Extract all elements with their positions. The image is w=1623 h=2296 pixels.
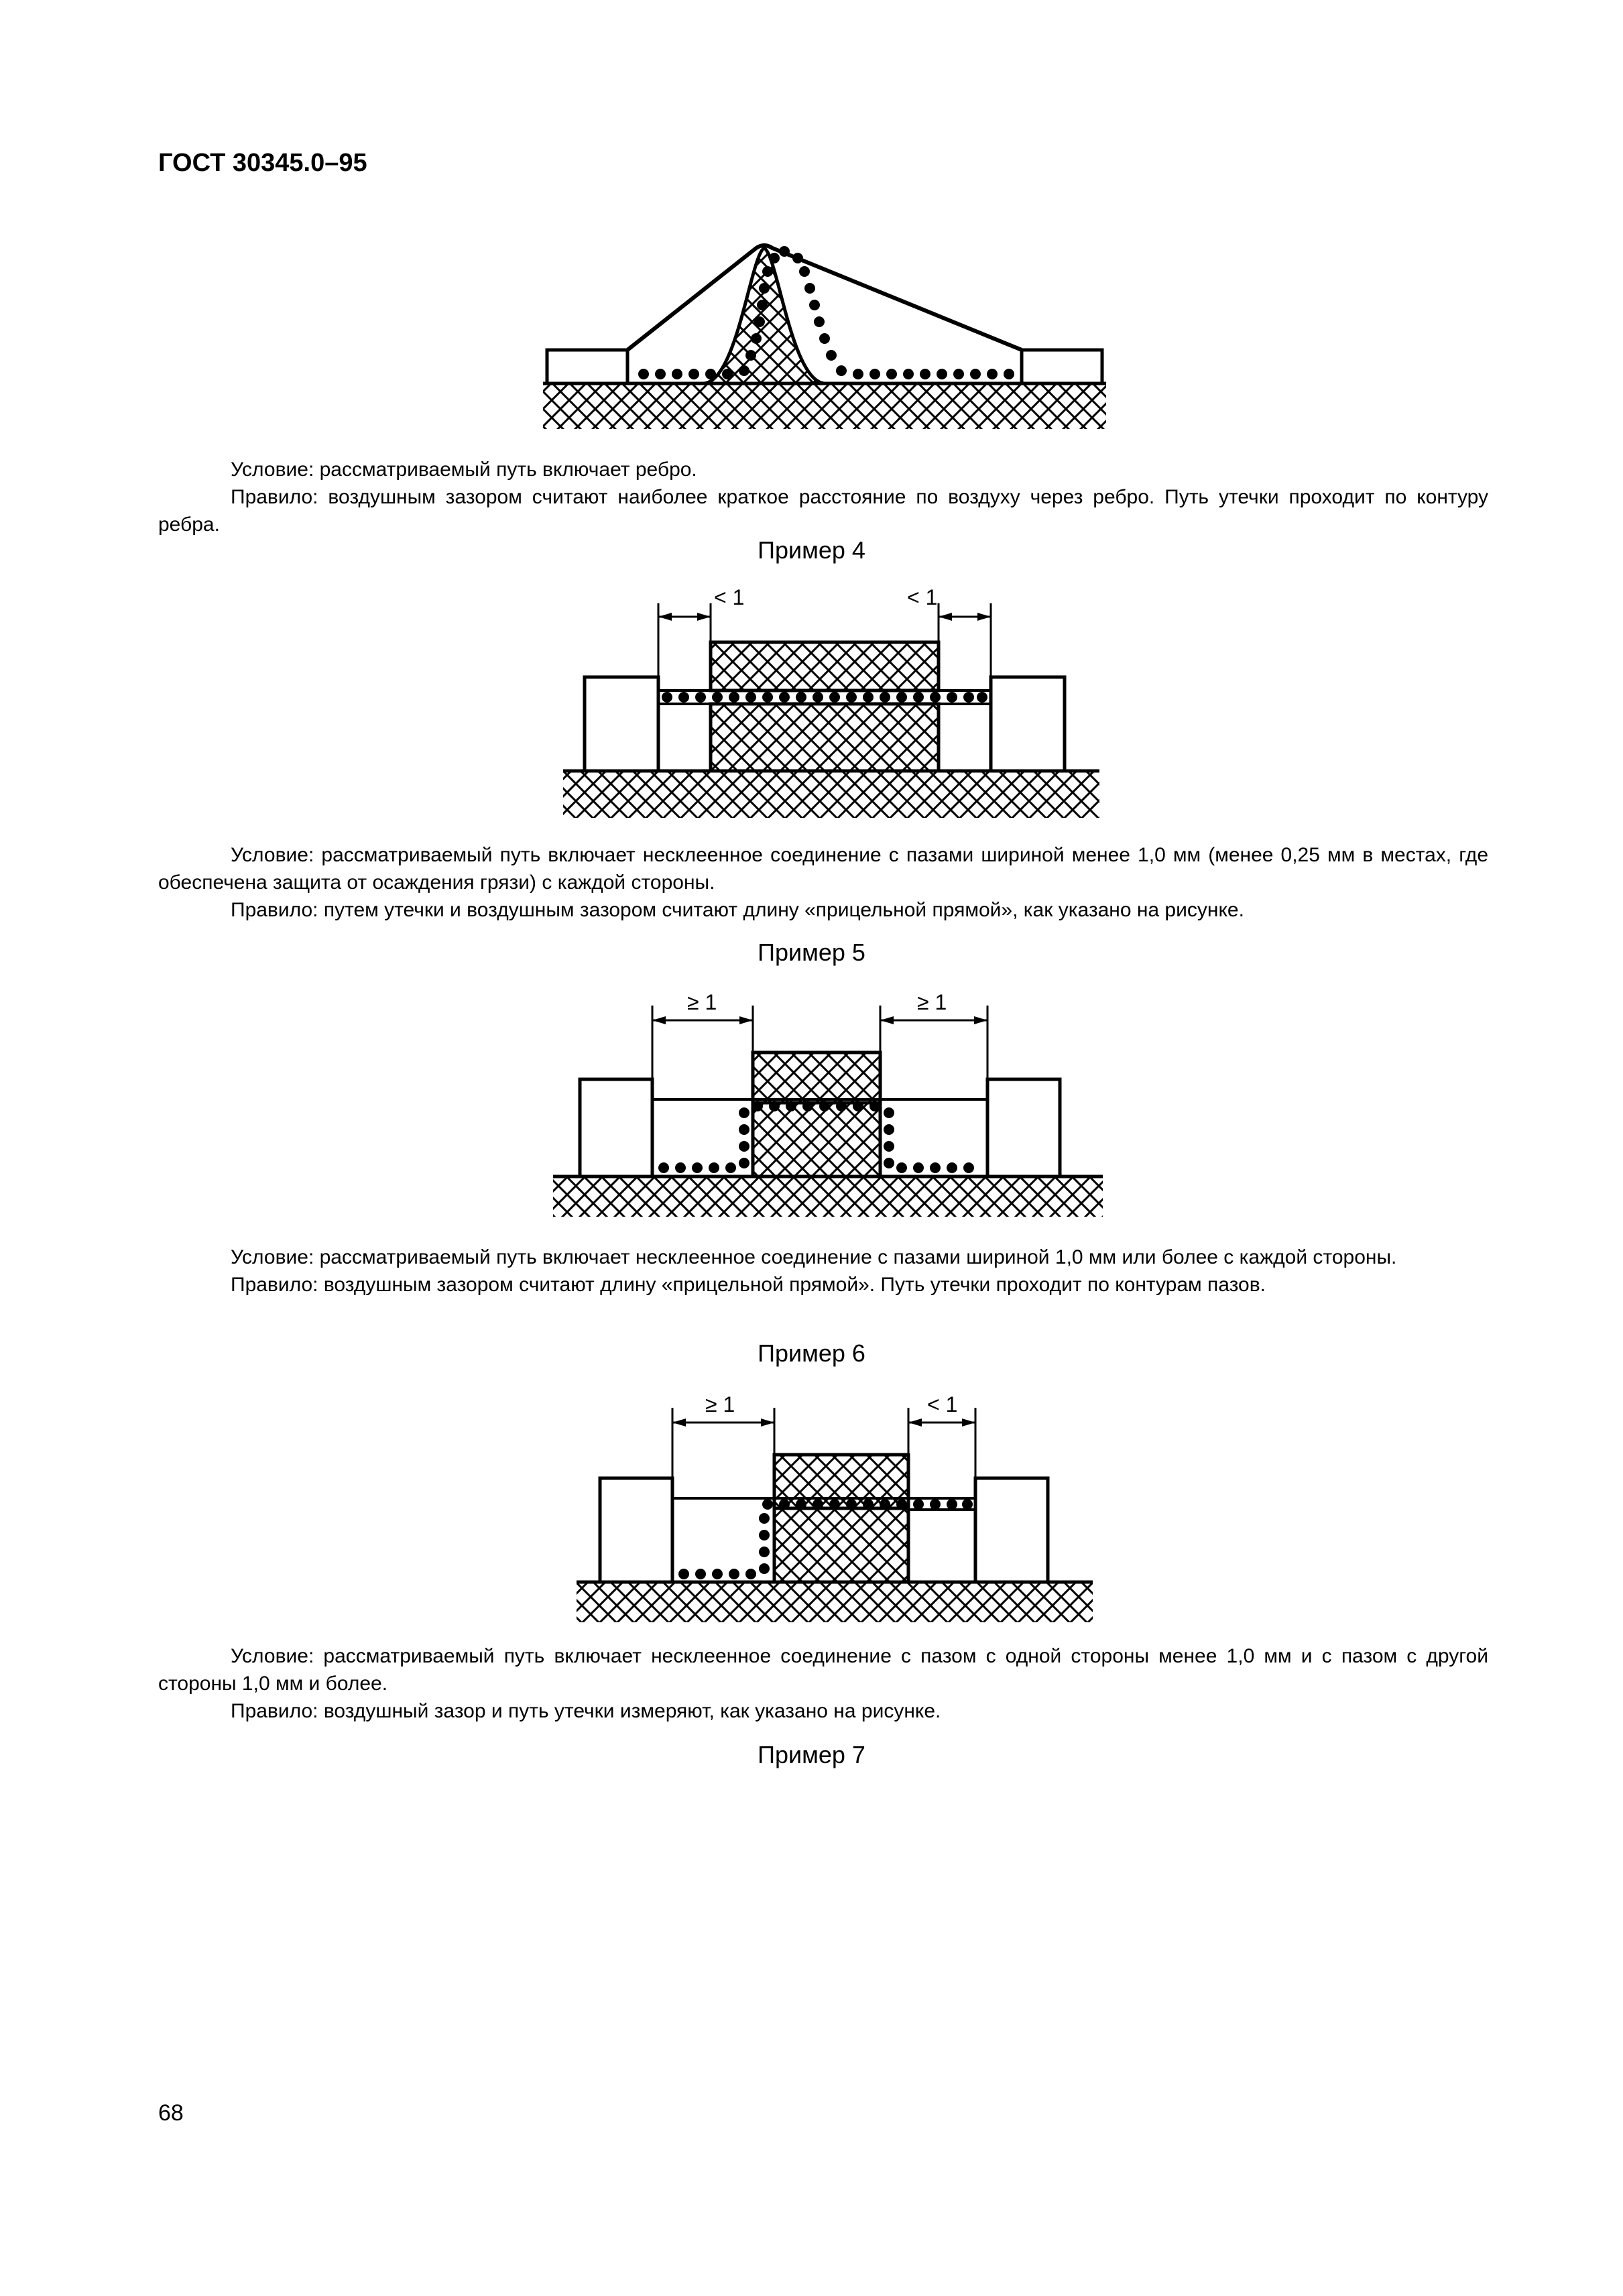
figure-example-4 bbox=[550, 583, 1106, 818]
condition-text: Условие: рассматриваемый путь включает несклеенное соединение с пазами шириной менее 1,0 мм (менее 0,25 мм в местах, где обеспечена защита от осаждения грязи) с каждой стороны. bbox=[158, 844, 1488, 894]
dim-label-left: ≥ 1 bbox=[687, 990, 717, 1014]
figure-rib bbox=[543, 235, 1106, 429]
condition-text: Условие: рассматриваемый путь включает ребро. bbox=[231, 459, 697, 481]
document-header: ГОСТ 30345.0–95 bbox=[158, 149, 367, 177]
condition-text: Условие: рассматриваемый путь включает несклеенное соединение с пазом с одной стороны менее 1,0 мм и с пазом с другой стороны 1,0 мм и более. bbox=[158, 1645, 1488, 1695]
text-block-1 bbox=[158, 456, 1488, 538]
rule-text: Правило: воздушным зазором считают наиболее краткое расстояние по воздуху через ребро. Путь утечки проходит по контуру ребра. bbox=[158, 486, 1488, 536]
page-number: 68 bbox=[158, 2100, 184, 2126]
condition-text: Условие: рассматриваемый путь включает несклеенное соединение с пазами шириной 1,0 мм или более с каждой стороны. bbox=[231, 1246, 1397, 1268]
figure-example-6 bbox=[573, 1388, 1096, 1622]
text-block-4 bbox=[158, 1642, 1488, 1725]
rule-text: Правило: путем утечки и воздушным зазором считают длину «прицельной прямой», как указано на рисунке. bbox=[231, 899, 1244, 921]
text-block-3 bbox=[158, 1244, 1488, 1298]
figure-example-5 bbox=[550, 985, 1106, 1217]
dim-label-left: ≥ 1 bbox=[705, 1392, 735, 1416]
text-block-2 bbox=[158, 841, 1488, 924]
example-caption: Пример 5 bbox=[758, 939, 865, 966]
rule-text: Правило: воздушный зазор и путь утечки измеряют, как указано на рисунке. bbox=[231, 1700, 941, 1722]
dim-label-left: < 1 bbox=[714, 585, 745, 609]
dim-label-right: < 1 bbox=[927, 1392, 958, 1416]
example-caption: Пример 6 bbox=[758, 1339, 865, 1367]
example-caption: Пример 7 bbox=[758, 1741, 865, 1768]
dim-label-right: < 1 bbox=[907, 585, 938, 609]
dim-label-right: ≥ 1 bbox=[917, 990, 947, 1014]
rule-text: Правило: воздушным зазором считают длину «прицельной прямой». Путь утечки проходит по контурам пазов. bbox=[231, 1274, 1266, 1296]
example-caption: Пример 4 bbox=[758, 536, 865, 564]
